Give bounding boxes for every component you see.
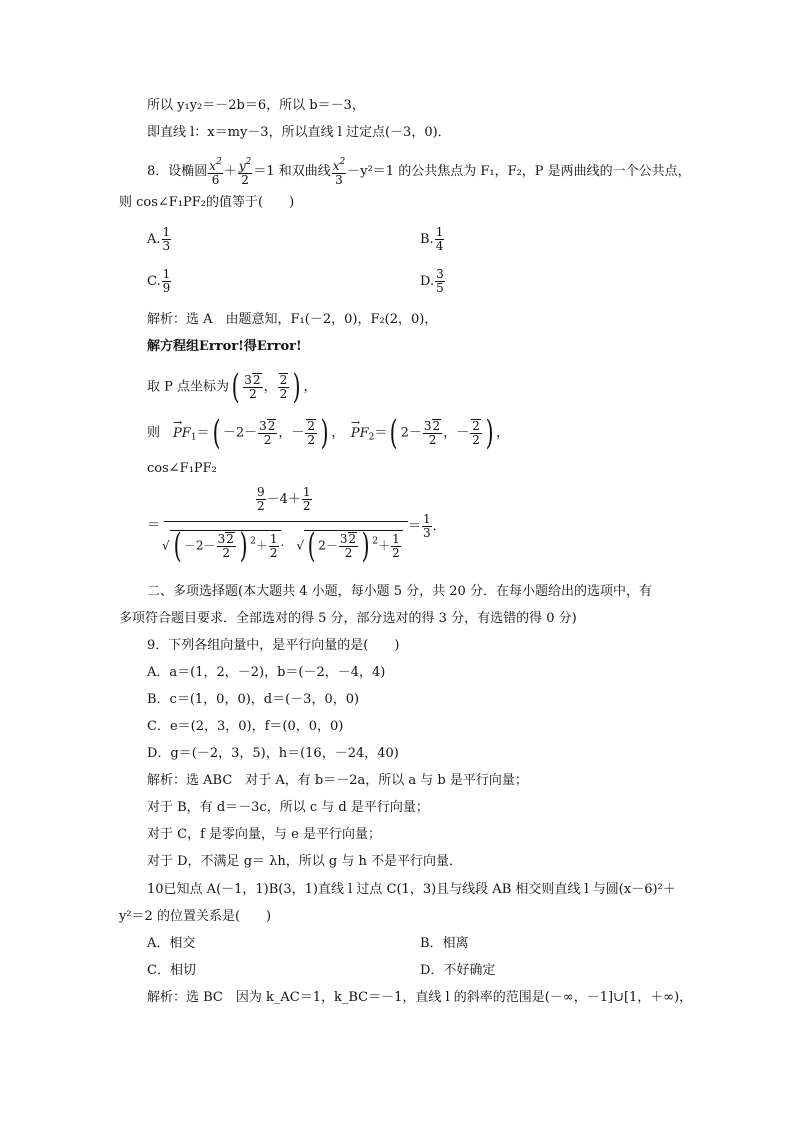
solution-line: 解方程组Error!得Error! (147, 339, 302, 354)
option-b: B. $\frac{1}{4}$ (420, 225, 444, 253)
solution-line: 对于 B，有 d＝－3c，所以 c 与 d 是平行向量； (147, 800, 429, 815)
option-c: C．相切 (147, 963, 196, 978)
solution-line: 解析：选 BC 因为 k_AC＝1，k_BC＝－1，直线 l 的斜率的范围是(－∞，－1]∪[1，＋∞)， (147, 990, 693, 1005)
option-c: C．e＝(2，3，0)，f＝(0，0，0) (147, 719, 344, 734)
fraction-numerator: $\frac{9}{2}$ －4＋ $\frac{1}{2}$ (257, 485, 311, 513)
solution-line: 对于 C，f 是零向量，与 e 是平行向量； (147, 827, 381, 842)
option-b: B．c＝(1，0，0)，d＝(－3，0，0) (147, 692, 360, 707)
solution-line: 所以 y₁y₂＝－2b＝6，所以 b＝－3， (147, 98, 365, 113)
option-a: A. $\frac{1}{3}$ (147, 225, 171, 253)
option-d: D. $\frac{3}{5}$ (420, 267, 444, 295)
question-10-stem-line2: y²＝2 的位置关系是( ) (119, 909, 272, 924)
solution-line: 则 → $PF_1=( -2-$ $\frac{32}{2}$ ，－ $\frac{2}{2}$ ) ， → $PF_2=$( 2－ $\frac{32}{2}$ ，－ $\frac{2}{2}$ ) ， (147, 418, 509, 448)
option-a: A．a＝(1，2，－2)，b＝(－2，－4，4) (147, 665, 386, 680)
solution-line: 解析：选 ABC 对于 A，有 b＝－2a，所以 a 与 b 是平行向量； (147, 773, 528, 788)
solution-line: 解析：选 A 由题意知，F₁(－2，0)，F₂(2，0)， (147, 312, 438, 327)
question-8-stem: 8．设椭圆 $\frac{x^2}{6}$ ＋ $\frac{y^2}{2}$ ＝1 和双曲线 $\frac{x^2}{3}$ －y²＝1 的公共焦点为 F₁，F₂，P 是两曲线的一个公共点， (147, 157, 691, 187)
option-a: A．相交 (147, 936, 196, 951)
option-d: D．不好确定 (420, 963, 496, 978)
solution-line: 取 P 点坐标为( $\frac{32}{2}$ ， $\frac{2}{2}$ ) ， (147, 367, 317, 407)
question-10-stem: 10已知点 A(－1，1)B(3，1)直线 l 过点 C(1，3)且与线段 AB 相交则直线 l 与圆(x－6)²＋ (147, 882, 676, 897)
section-heading-line2: 多项符合题目要求．全部选对的得 5 分，部分选对的得 3 分，有选错的得 0 分) (119, 611, 577, 626)
solution-line: 即直线 l：x＝my－3，所以直线 l 过定点(－3，0)． (147, 125, 451, 140)
fraction-bar (164, 521, 408, 522)
question-9-stem: 9．下列各组向量中，是平行向量的是( ) (147, 638, 400, 653)
option-c: C. $\frac{1}{9}$ (147, 267, 171, 295)
fraction-denominator: √ ( －2－ $\frac{32}{2}$ ) $^2$＋ $\frac{1}{2}$ · √ ( 2－ $\frac{32}{2}$ ) $^2$＋ $\frac{1}{2}$ (162, 530, 403, 561)
equals-sign: ＝ (147, 518, 161, 533)
result: ＝ $\frac{1}{3}$ ． (408, 512, 446, 540)
section-heading: 二、多项选择题(本大题共 4 小题，每小题 5 分，共 20 分．在每小题给出的选项中，有 (147, 584, 652, 599)
solution-line: cos∠F₁PF₂ (147, 461, 217, 476)
solution-line: 对于 D，不满足 g＝ λh，所以 g 与 h 不是平行向量． (147, 854, 462, 869)
option-d: D．g＝(－2，3，5)，h＝(16，－24，40) (147, 746, 399, 761)
option-b: B．相离 (420, 936, 469, 951)
question-8-stem-line2: 则 cos∠F₁PF₂的值等于( ) (119, 195, 295, 210)
